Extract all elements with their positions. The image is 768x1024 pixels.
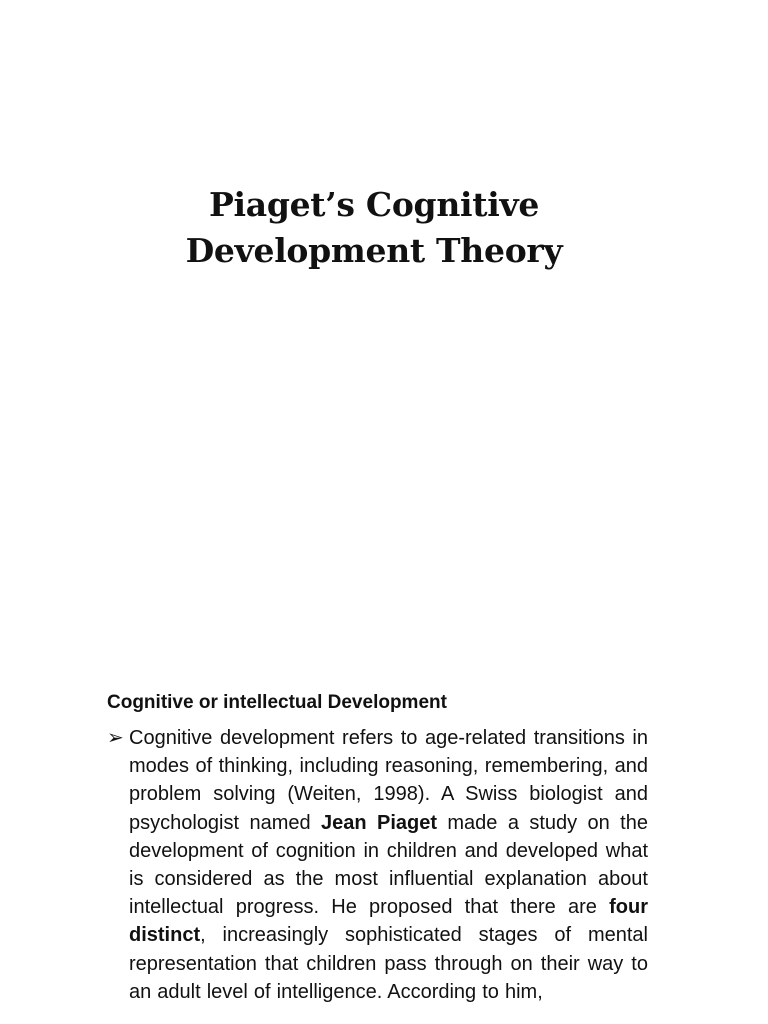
title-line-1: Piaget’s Cognitive: [208, 185, 540, 224]
title-line-2: Development Theory: [185, 231, 563, 270]
paragraph-part-1: Cognitive development refers to age-related transitions in modes of thinking, including reasoning, remembering, and problem solving (Weiten, 1998). A Swiss biologist and psychologist named: [129, 727, 648, 834]
bullet-item: [107, 724, 648, 1006]
paragraph-part-2: made a study on the development of cognition in children and developed what is considered as the most influential explanation about intellectual progress. He proposed that there are: [129, 811, 648, 919]
arrow-bullet-icon: ➢: [107, 727, 124, 749]
bold-four-distinct: four distinct: [129, 896, 648, 947]
paragraph-part-3: , increasingly sophisticated stages of mental representation that children pass through on their way to an adult level of intelligence. According to him,: [129, 924, 648, 1003]
section-heading: Cognitive or intellectual Development: [107, 692, 447, 713]
bold-name-jean-piaget: Jean Piaget: [321, 811, 437, 834]
paragraph-text: [129, 724, 648, 1006]
page-title: [0, 182, 748, 274]
